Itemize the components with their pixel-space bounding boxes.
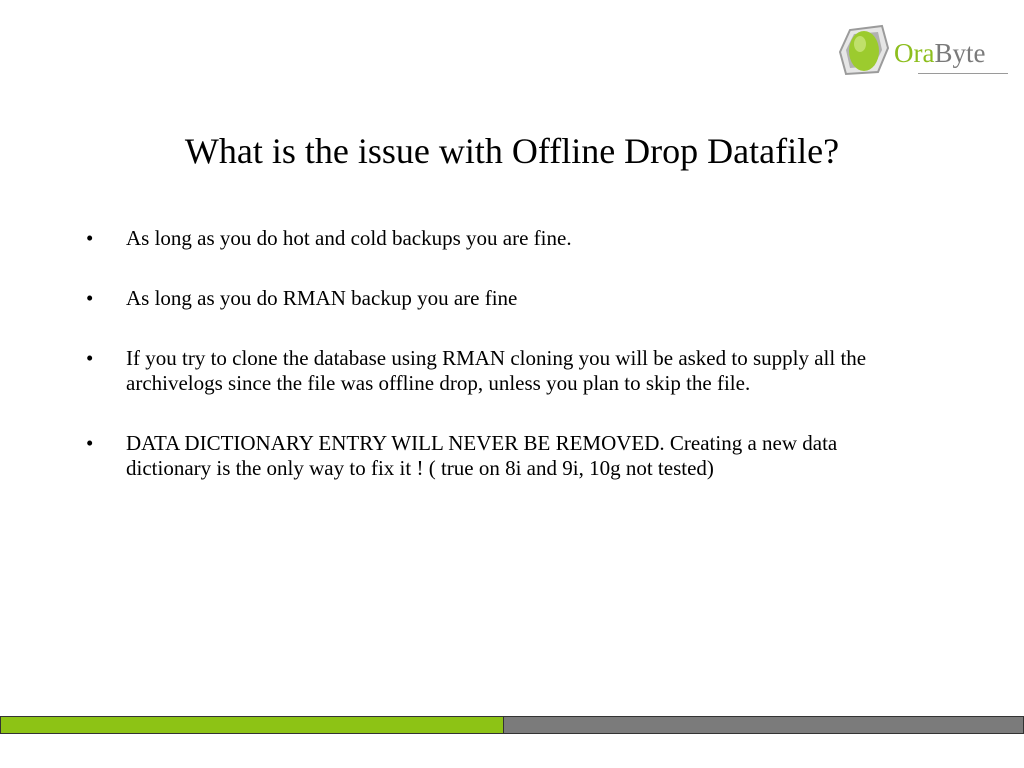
- bullet-item: • As long as you do RMAN backup you are fine: [86, 286, 916, 311]
- orabyte-logo-icon: [832, 22, 896, 78]
- bullet-item: • DATA DICTIONARY ENTRY WILL NEVER BE REMOVED. Creating a new data dictionary is the only way to fix it ! ( true on 8i and 9i, 10g not tested): [86, 431, 916, 481]
- bullet-item: • As long as you do hot and cold backups you are fine.: [86, 226, 916, 251]
- bullet-item: • If you try to clone the database using RMAN cloning you will be asked to supply all the archivelogs since the file was offline drop, unless you plan to skip the file.: [86, 346, 916, 396]
- orabyte-wordmark: OraByte: [894, 38, 986, 68]
- bullet-list: [86, 226, 916, 516]
- slide-title: What is the issue with Offline Drop Datafile?: [184, 131, 840, 171]
- footer-bar-green-segment: [1, 717, 504, 733]
- footer-bar: [0, 716, 1024, 734]
- footer-bar-gray-segment: [504, 717, 1023, 733]
- logo-underline: [918, 73, 1008, 74]
- orabyte-logo: [832, 22, 1012, 78]
